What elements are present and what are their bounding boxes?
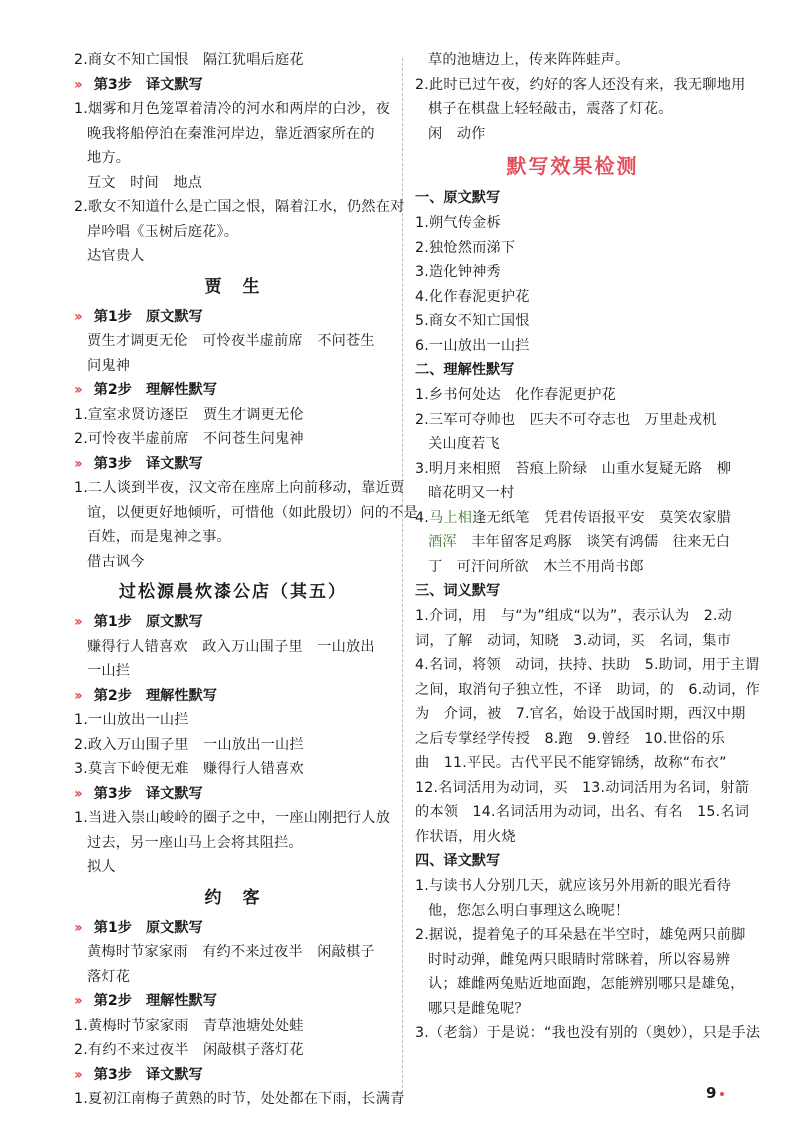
step-heading bbox=[74, 916, 392, 941]
step-name: 译文默写 bbox=[145, 785, 203, 802]
double-chevron-icon: ›› bbox=[74, 687, 80, 704]
step-name: 理解性默写 bbox=[145, 382, 217, 398]
text-line: 的本领 14.名词活用为动词，出名、有名 15.名词 bbox=[415, 804, 750, 820]
step-number: 第3步 bbox=[93, 455, 132, 472]
text-line: 词，了解 动词，知晓 3.动词，买 名词，集市 bbox=[415, 632, 732, 649]
text-line: 达官贵人 bbox=[87, 248, 145, 264]
text-line: 1.介词，用 与“为”组成“以为”，表示认为 2.动 bbox=[415, 608, 733, 624]
step-heading bbox=[74, 73, 392, 98]
text-line: 作状语，用火烧 bbox=[415, 828, 516, 845]
text-line: 2.三军可夺帅也 匹夫不可夺志也 万里赴戎机 bbox=[415, 411, 717, 428]
text-line: 2.歌女不知道什么是亡国之恨，隔着江水，仍然在对 bbox=[74, 199, 405, 215]
text-line: 曲 11.平民。古代平民不能穿锦绣，故称“布衣” bbox=[415, 755, 727, 771]
step-name: 译文默写 bbox=[145, 455, 203, 472]
text-line: 一山拦 bbox=[87, 663, 131, 679]
subsection-heading: 二、理解性默写 bbox=[415, 362, 515, 378]
step-heading bbox=[74, 305, 392, 330]
text-line: 贾生才调更无伦 可怜夜半虚前席 不问苍生 bbox=[87, 333, 375, 349]
text-line: 1.一山放出一山拦 bbox=[74, 712, 189, 728]
text-line: 1.与读书人分别几天，就应该另外用新的眼光看待 bbox=[415, 878, 732, 894]
text-line: 12.名词活用为动词，买 13.动词活用为名词，射箭 bbox=[415, 779, 750, 796]
subsection-heading: 三、词义默写 bbox=[415, 583, 501, 599]
text-line: 3.造化钟神秀 bbox=[415, 264, 501, 280]
page-number: 9 bbox=[706, 1084, 717, 1102]
double-chevron-icon: ›› bbox=[74, 455, 80, 472]
section-title: 默写效果检测 bbox=[506, 154, 639, 178]
subsection-heading: 四、译文默写 bbox=[415, 853, 501, 869]
text-line: 哪只是雌兔呢？ bbox=[428, 1000, 529, 1017]
step-name: 原文默写 bbox=[145, 919, 203, 936]
page-number-dot bbox=[720, 1092, 724, 1096]
double-chevron-icon: ›› bbox=[74, 614, 80, 630]
step-heading bbox=[74, 782, 392, 807]
text-line: 为 介词，被 7.官名，始设于战国时期，西汉中期 bbox=[415, 706, 746, 722]
step-number: 第2步 bbox=[93, 687, 132, 704]
text-line: 2.据说，提着兔子的耳朵悬在半空时，雄兔两只前脚 bbox=[415, 927, 746, 943]
text-line: 1.宣室求贤访逐臣 贾生才调更无伦 bbox=[74, 406, 304, 423]
right-column bbox=[415, 48, 761, 1046]
double-chevron-icon: ›› bbox=[74, 76, 80, 93]
step-heading bbox=[74, 684, 392, 709]
text-line: 2.商女不知亡国恨 隔江犹唱后庭花 bbox=[74, 52, 304, 68]
text-line: 时时动弹，雌兔两只眼睛时常眯着，所以容易辨 bbox=[428, 951, 731, 968]
text-line: 互文 时间 地点 bbox=[87, 174, 203, 191]
double-chevron-icon: ›› bbox=[74, 1066, 80, 1083]
text-line: 3.莫言下岭便无难 赚得行人错喜欢 bbox=[74, 761, 304, 777]
subsection-heading: 一、原文默写 bbox=[415, 190, 501, 206]
text-line: 4.名词，将领 动词，扶持、扶助 5.助词，用于主谓 bbox=[415, 657, 760, 673]
text-line: 晚我将船停泊在秦淮河岸边，靠近酒家所在的 bbox=[87, 125, 375, 142]
step-number: 第1步 bbox=[93, 308, 132, 325]
step-number: 第2步 bbox=[93, 382, 132, 398]
step-name: 原文默写 bbox=[145, 308, 203, 325]
highlighted-text: 酒浑 bbox=[428, 534, 457, 550]
text-line: 认；雄雌两兔贴近地面跑，怎能辨别哪只是雄兔， bbox=[428, 976, 745, 992]
text-line: 4.化作春泥更护花 bbox=[415, 288, 530, 305]
double-chevron-icon: ›› bbox=[74, 993, 80, 1009]
step-heading bbox=[74, 452, 392, 477]
text-line: 1.朔气传金柝 bbox=[415, 215, 501, 231]
text-line: 过去，另一座山马上会将其阻拦。 bbox=[87, 834, 303, 851]
text-line: 2.政入万山围子里 一山放出一山拦 bbox=[74, 736, 304, 753]
text-line: 1.烟雾和月色笼罩着清冷的河水和两岸的白沙，夜 bbox=[74, 101, 391, 117]
step-name: 理解性默写 bbox=[145, 687, 217, 704]
text-line: 2.有约不来过夜半 闲敲棋子落灯花 bbox=[74, 1042, 304, 1058]
text-line: 谊，以便更好地倾听，可惜他（如此殷切）问的不是 bbox=[87, 504, 418, 521]
text-line: 关山度若飞 bbox=[428, 436, 500, 452]
step-number: 第3步 bbox=[93, 76, 132, 93]
text-line: 问鬼神 bbox=[87, 357, 131, 374]
step-name: 理解性默写 bbox=[145, 993, 217, 1009]
text-line: 百姓，而是鬼神之事。 bbox=[87, 529, 231, 545]
step-number: 第1步 bbox=[93, 614, 132, 630]
step-heading bbox=[74, 378, 392, 403]
step-number: 第3步 bbox=[93, 1066, 132, 1083]
text-line: 岸吟唱《玉树后庭花》。 bbox=[87, 223, 239, 240]
text-line: 赚得行人错喜欢 政入万山围子里 一山放出 bbox=[87, 638, 375, 655]
text-line: 4.马上相逢无纸笔 凭君传语报平安 莫笑农家腊 bbox=[415, 509, 732, 526]
step-name: 译文默写 bbox=[145, 76, 203, 93]
step-number: 第3步 bbox=[93, 785, 132, 802]
text-line: 2.此时已过午夜，约好的客人还没有来，我无聊地用 bbox=[415, 76, 746, 93]
poem-title: 约 客 bbox=[204, 887, 262, 908]
step-number: 第2步 bbox=[93, 993, 132, 1009]
text-line: 3.明月来相照 苔痕上阶绿 山重水复疑无路 柳 bbox=[415, 460, 732, 477]
text-line: 草的池塘边上，传来阵阵蛙声。 bbox=[428, 52, 630, 68]
text-line: 暗花明又一村 bbox=[428, 485, 515, 501]
text-line: 落灯花 bbox=[87, 968, 131, 985]
step-heading bbox=[74, 610, 392, 635]
text-line: 1.黄梅时节家家雨 青草池塘处处蛙 bbox=[74, 1017, 304, 1034]
step-name: 原文默写 bbox=[145, 614, 203, 630]
text-line: 拟人 bbox=[87, 859, 116, 875]
text-line: 棋子在棋盘上轻轻敲击，震落了灯花。 bbox=[428, 101, 673, 117]
step-heading bbox=[74, 989, 392, 1014]
text-line: 1.二人谈到半夜，汉文帝在座席上向前移动，靠近贾 bbox=[74, 480, 405, 496]
double-chevron-icon: ›› bbox=[74, 308, 80, 325]
left-column bbox=[74, 48, 418, 1112]
text-line: 之后专掌经学传授 8.跑 9.曾经 10.世俗的乐 bbox=[415, 730, 726, 747]
text-line: 2.独怆然而涕下 bbox=[415, 239, 516, 256]
double-chevron-icon: ›› bbox=[74, 785, 80, 802]
highlighted-text: 马上相 bbox=[428, 509, 473, 526]
poem-title: 过松源晨炊漆公店（其五） bbox=[119, 582, 347, 602]
double-chevron-icon: ›› bbox=[74, 919, 80, 936]
step-heading bbox=[74, 1063, 392, 1088]
text-line: 之间，取消句子独立性，不译 助词，的 6.动词，作 bbox=[415, 681, 760, 698]
text-line: 他，您怎么明白事理这么晚呢！ bbox=[428, 902, 630, 919]
text-line: 2.可怜夜半虚前席 不问苍生问鬼神 bbox=[74, 431, 304, 447]
text-line: 6.一山放出一山拦 bbox=[415, 337, 530, 354]
text-line: 5.商女不知亡国恨 bbox=[415, 313, 530, 329]
step-number: 第1步 bbox=[93, 919, 132, 936]
text-line: 1.夏初江南梅子黄熟的时节，处处都在下雨，长满青 bbox=[74, 1091, 405, 1107]
text-line: 借古讽今 bbox=[87, 553, 145, 570]
text-line: 黄梅时节家家雨 有约不来过夜半 闲敲棋子 bbox=[87, 944, 375, 960]
text-line: 丁 可汗问所欲 木兰不用尚书郎 bbox=[428, 558, 644, 575]
text-line: 闲 动作 bbox=[428, 125, 486, 142]
text-line: 地方。 bbox=[87, 150, 131, 166]
text-line: 1.乡书何处达 化作春泥更护花 bbox=[415, 387, 616, 403]
double-chevron-icon: ›› bbox=[74, 382, 80, 398]
text-line: 1.当进入崇山峻岭的圈子之中，一座山刚把行人放 bbox=[74, 810, 391, 826]
text-line: 3.（老翁）于是说：“我也没有别的（奥妙），只是手法 bbox=[415, 1025, 761, 1041]
poem-title: 贾 生 bbox=[204, 276, 262, 297]
step-name: 译文默写 bbox=[145, 1066, 203, 1083]
text-line: 酒浑 丰年留客足鸡豚 谈笑有鸿儒 往来无白 bbox=[428, 534, 731, 550]
